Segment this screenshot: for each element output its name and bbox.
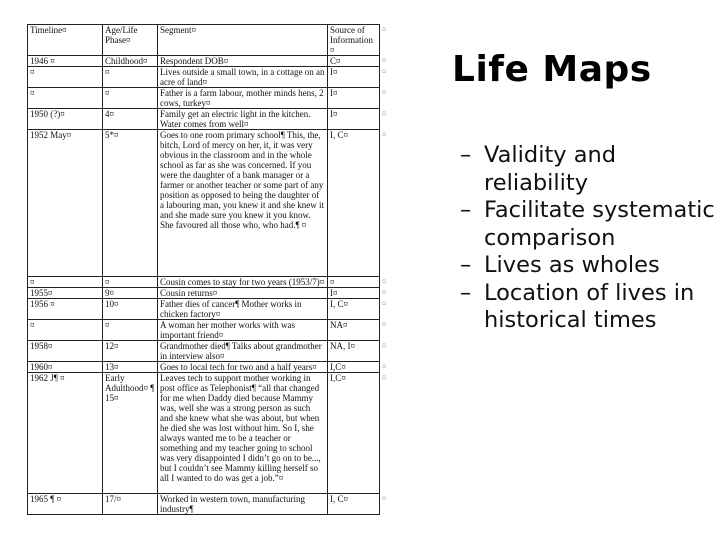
table-row — [28, 288, 386, 299]
cell-segment: A woman her mother works with was important friend¤ — [158, 320, 328, 341]
row-mark: ¤ — [382, 55, 386, 65]
table-row — [28, 277, 386, 288]
bullet-item — [460, 252, 722, 280]
table-row — [28, 88, 386, 109]
row-mark: ¤ — [382, 276, 386, 286]
cell-segment: Family get an electric light in the kitchen. Water comes from well¤ — [158, 109, 328, 130]
cell-age: Childhood¤ — [103, 56, 158, 67]
row-mark: ¤ — [382, 129, 386, 139]
cell-age: 12¤ — [103, 341, 158, 362]
bullet-text: Lives as wholes — [484, 252, 660, 278]
row-mark: ¤ — [382, 298, 386, 308]
bullet-text: Location of lives in historical times — [484, 279, 695, 333]
cell-timeline: ¤ — [28, 88, 103, 109]
cell-segment: Lives outside a small town, in a cottage on an acre of land¤ — [158, 67, 328, 88]
row-mark: ¤ — [382, 361, 386, 371]
cell-source: I,C¤ — [328, 362, 380, 373]
cell-source: I, C¤ — [328, 494, 380, 515]
cell-segment: Father dies of cancer¶ Mother works in chicken factory¤ — [158, 299, 328, 320]
cell-timeline: 1962 J¶ ¤ — [28, 373, 103, 494]
cell-timeline: 1960¤ — [28, 362, 103, 373]
bullet-item — [460, 280, 722, 335]
table-row — [28, 56, 386, 67]
table-row — [28, 341, 386, 362]
table-row — [28, 109, 386, 130]
cell-timeline: 1956 ¤ — [28, 299, 103, 320]
cell-timeline: ¤ — [28, 67, 103, 88]
bullet-dash: – — [460, 279, 472, 306]
cell-timeline: 1946 ¤ — [28, 56, 103, 67]
cell-age: 5*¤ — [103, 130, 158, 277]
row-mark: ¤ — [382, 319, 386, 329]
cell-age: 9¤ — [103, 288, 158, 299]
cell-age: 4¤ — [103, 109, 158, 130]
bullet-dash: – — [460, 142, 472, 168]
row-mark: ¤ — [382, 66, 386, 76]
table-row — [28, 320, 386, 341]
cell-timeline: 1958¤ — [28, 341, 103, 362]
bullet-text: Validity and reliability — [484, 142, 617, 196]
cell-source: I¤ — [328, 288, 380, 299]
cell-age: Early Adulthood¤ ¶ 15¤ — [103, 373, 158, 494]
header-cell-timeline: Timeline¤ — [28, 25, 103, 56]
cell-age: ¤ — [103, 88, 158, 109]
cell-source: I¤ — [328, 109, 380, 130]
cell-segment: Goes to one room primary school¶ This, the, bitch, Lord of mercy on her, it, it was very obvious in the classroom and in the whole school as far as she was concerned. If you were the daughter of a bank manager or a farmer or another teacher or some part of any position as opposed to being the daughter of a labouring man, you knew it and she knew it and she made sure you knew it you know. She favoured all those who, who had.¶ ¤ — [158, 130, 328, 277]
header-cell-segment: Segment¤ — [158, 25, 328, 56]
row-mark: ¤ — [382, 493, 386, 503]
cell-age: 10¤ — [103, 299, 158, 320]
cell-age: ¤ — [103, 67, 158, 88]
cell-source: I¤ — [328, 88, 380, 109]
table-row — [28, 373, 386, 494]
cell-source: C¤ — [328, 56, 380, 67]
table-row — [28, 299, 386, 320]
cell-source: NA¤ — [328, 320, 380, 341]
cell-source: I, C¤ — [328, 299, 380, 320]
cell-segment: Goes to local tech for two and a half years¤ — [158, 362, 328, 373]
cell-timeline: ¤ — [28, 277, 103, 288]
row-mark: ¤ — [382, 24, 386, 34]
row-mark: ¤ — [382, 87, 386, 97]
cell-segment: Cousin comes to stay for two years (1953/7)¤ — [158, 277, 328, 288]
cell-timeline: 1950 (?)¤ — [28, 109, 103, 130]
header-cell-age: Age/Life Phase¤ — [103, 25, 158, 56]
bullet-item — [460, 197, 722, 252]
cell-age: 17/¤ — [103, 494, 158, 515]
cell-age: 13¤ — [103, 362, 158, 373]
bullet-dash: – — [460, 252, 472, 278]
cell-segment: Leaves tech to support mother working in post office as Telephonist¶ “all that changed for me when Daddy died because Mammy was, well she was a strong person as such and she knew what she was about, but when he died she was lost without him. So I, she always wanted me to be a teacher or something and my teacher going to school was very disappointed I didn’t go on to be..., but I couldn’t see Mammy killing herself so all I wanted to do was get a job.”¤ — [158, 373, 328, 494]
life-map-table — [27, 24, 386, 515]
row-mark: ¤ — [382, 340, 386, 350]
row-mark: ¤ — [382, 108, 386, 118]
cell-source: ¤ — [328, 277, 380, 288]
cell-source: I,C¤ — [328, 373, 380, 494]
cell-source: I¤ — [328, 67, 380, 88]
cell-source: NA, I¤ — [328, 341, 380, 362]
bullet-item — [460, 142, 722, 197]
cell-segment: Father is a farm labour, mother minds hens, 2 cows, turkey¤ — [158, 88, 328, 109]
header-cell-source: Source of Information¤ — [328, 25, 380, 56]
cell-segment: Grandmother died¶ Talks about grandmother in interview also¤ — [158, 341, 328, 362]
bullet-dash: – — [460, 197, 472, 223]
cell-segment: Worked in western town, manufacturing industry¶ — [158, 494, 328, 515]
table-row — [28, 67, 386, 88]
slide-title: Life Maps — [452, 49, 652, 90]
table-header-row — [28, 25, 386, 56]
cell-source: I, C¤ — [328, 130, 380, 277]
row-mark: ¤ — [382, 287, 386, 297]
bullet-list — [460, 142, 722, 335]
cell-segment: Cousin returns¤ — [158, 288, 328, 299]
document-table-panel — [27, 24, 393, 526]
cell-age: ¤ — [103, 320, 158, 341]
cell-timeline: 1955¤ — [28, 288, 103, 299]
table-row — [28, 362, 386, 373]
cell-timeline: 1952 May¤ — [28, 130, 103, 277]
row-mark: ¤ — [382, 372, 386, 382]
cell-timeline: ¤ — [28, 320, 103, 341]
bullet-text: Facilitate systematic comparison — [484, 197, 715, 251]
cell-segment: Respondent DOB¤ — [158, 56, 328, 67]
cell-age: ¤ — [103, 277, 158, 288]
table-row — [28, 494, 386, 515]
cell-timeline: 1965 ¶ ¤ — [28, 494, 103, 515]
table-row — [28, 130, 386, 277]
